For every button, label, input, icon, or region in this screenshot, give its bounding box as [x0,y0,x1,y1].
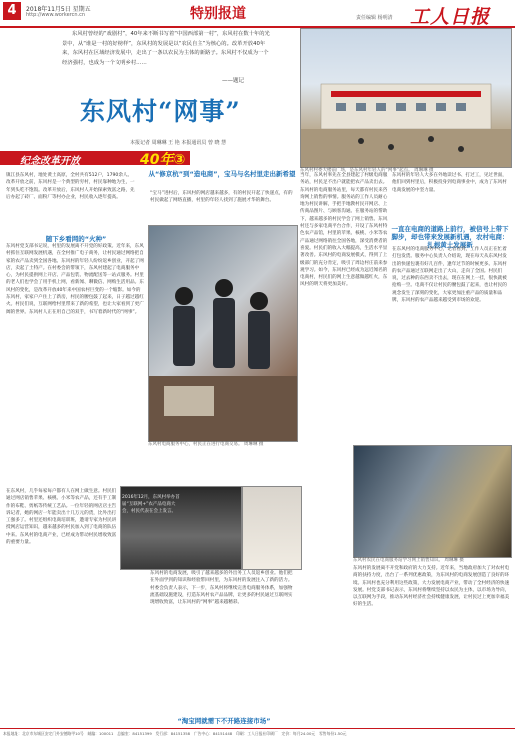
subheading: 一直在电商的道路上前行，被信号上带下脚步，却也带来发展新机遇，农村电商：扎根黄土发展新 [391,225,509,249]
headline: 东风村“网事” [80,97,241,126]
subheading: “淘宝网就需下不开路连接市场” [177,717,271,725]
people-illustration-icon [149,226,297,441]
body-text: 当年，东风村率先在全县建起了村级电商服务站，村民足不出户就能把农产品卖出去。东风村的电商服务站里，每天都有村民来咨询网上销售的事情。服务站的工作人员耐心地为村民讲解，手把手地教村民开网店、上传商品图片、与顾客沟通。在服务站的帮助下，越来越多的村民学会了网上销售。东风村还与多家电商平台合作，开设了东风村特色农产品馆，村里的苹果、核桃、小米等农产品通过网络销往全国各地，深受消费者的喜爱。村民们的收入大幅提高，生活水平显著改善。东风村的电商发展模式，得到了上级部门的充分肯定，吸引了周边村庄前来参观学习。如今，东风村已经成为远近闻名的电商村，村民们的网上生意越做越红火，东风村的明天将更加美好。 [300,173,388,288]
lead-paragraph: 东风村曾经的“戏剧村”，40年来不断书写着“中国西部第一村”，东风村在数十年的光景中，从“谁是一村的好榜样”，东风村的发展是以“农民自主”为核心的。改革开放40年来，东风村在区域经济发展中，走出了一条以农民为主体的新路子。东风村不仅成为一个经济强村，也成为一个文明乡村…… [62,31,270,66]
product-photo [242,486,302,570]
ecommerce-center-photo [148,225,298,442]
photo-caption: 东风村农民在电商服务站学习网上销售知识。 周琳琳 摄 [353,558,464,563]
page-number: 4 [3,2,21,20]
newspaper-logo: 工人日报 [410,6,491,28]
banner-number: 40年③ [140,152,186,168]
photo-caption: 东风村村委大楼前广场，是东风村年轻人的“网事”起点。 周琳琳 摄 [300,168,434,173]
body-text: 东风村的电商发展，吸引了越来越多的外出务工人员返乡创业。他们把在外面学到的知识和经验带回村里，为东风村的发展注入了新的活力。村委会负责人表示，下一步，东风村将继续完善电商服务体系，加强物流基础设施建设，打造东风村农产品品牌，让更多的村民通过互联网实现增收致富，让东风村的“网事”越来越精彩。 [150,571,293,606]
body-text: 在东风村，几乎每家每户都有人在网上做生意。村民们通过网店销售苹果、核桃、小米等农产品，还有手工制作的布鞋、剪纸等传统工艺品。一位年轻的网店店主告诉记者，她的网店一年能卖出十几万元的货，比外出打工强多了。村里还组织电商培训班，邀请专家为村民讲授网店运营知识，越来越多的村民加入到了电商的队伍中来。东风村的电商产业，已经成为带动村民增收致富的重要力量。 [6,489,117,546]
section-title: 特别报道 [190,6,246,22]
photo-caption: 东风村电商服务中心，村民正在进行电商交易。 周琳琳 摄 [148,442,264,447]
village-building-photo [300,28,512,168]
page-date: 2018年11月5日 星期五 [26,6,91,13]
banner-text: 纪念改革开放 [20,156,80,167]
page-website[interactable]: http://www.workercn.cn [26,12,86,18]
building-illustration-icon [301,29,511,167]
body-text: 在东风村的电商服务中心，记者看到，工作人员正在忙着打包发货。服务中心负责人介绍说，现在每天从东风村发出的快递包裹有好几百件，逢年过节的时候更多。东风村的农产品通过互联网走出了大山，走向了全国。村民们说，过去种的东西卖不出去，现在在网上一挂，很快就被抢购一空。电商不仅让村民的腰包鼓了起来，也让村民的观念发生了深刻的变化，大家更加注重产品的质量和品牌，东风村的农产品越来越受到市场的欢迎。 [392,247,507,304]
photo-caption: 2016年12月，东风村举办首届“互联网+”农产品电商大会，村民代表在会上发言。 [122,495,180,514]
body-text: 镇江县东风村，地处黄土高原，全村共有512户，1790余人。改革开放之前，东风村是一个典型的穷村，村民靠种地为生，一年到头吃不饱饭。改革开放后，东风村人开始探索致富之路，先后办起了砖厂、面粉厂等村办企业，村民收入逐年提高。 [6,173,135,200]
body-text: 东风村的年轻人大多在外地读过书、打过工，见过世面，他们回到村里后，积极投身到电商事业中，成为了东风村电商发展的中坚力量。 [392,173,507,193]
lead-signature: ——题记 [222,78,245,84]
body-text: 东风村的发展离不开党和政府的大力支持。近年来，当地政府加大了对农村电商的扶持力度，出台了一系列优惠政策，为东风村的电商发展创造了良好的环境。东风村也充分利用这些政策，大力发展电商产业，带动了全村经济的快速发展。村党支部书记表示，东风村将继续坚持以农民为主体，以市场为导向，以互联网为手段，推动东风村经济社会持续健康发展，让村民过上更加幸福美好的生活。 [353,566,510,608]
body-text: 东风村党支部书记说，村里的发展离不开党的好政策。近年来，东风村抓住互联网发展机遇，在全村推广电子商务，让村民通过网络把自家的农产品卖到全国各地。东风村的年轻人纷纷返乡创业，开起了网店，卖起了土特产。在村委会的带领下，东风村建起了电商服务中心，为村民提供网上开店、产品包装、物流配送等一站式服务。村里的老人们也学会了用手机上网，看新闻、聊微信、网购生活用品。东风村的变化，是改革开放40年来中国农村巨变的一个缩影。如今的东风村，家家户户住上了新房，村民的腰包鼓了起来，日子越过越红火。村民们说，互联网给村里带来了新的希望，也让大家看到了更广阔的世界。东风村人正在用自己的双手，书写着新时代的“网事”。 [6,244,144,315]
body-text: “宝马”进村后，东风村的网店越来越多，有的村民开起了快递点，有的村民做起了网络直播，村里的年轻人找到了施展才华的舞台。 [150,191,293,204]
subheading: 从“修京杭”到“造电商”，宝马与名村里走出新希望 [148,170,296,178]
editor-credit: 责任编辑 杨明清 [356,15,393,21]
byline: 本报记者 周琳琳 王 艳 本报通讯员 曾 晓 慧 [130,140,227,146]
footer-text: 本报地址：北京市东城区安定门外安德路甲10号 邮编：100011 总编室：84151399 发行部：84151358 广告中心：84151448 印刷：工人日报社印刷厂 定价：每月24.00元 零售每份1.50元 [3,731,347,736]
subheading: 随下乡看网的“火种” [45,235,107,243]
